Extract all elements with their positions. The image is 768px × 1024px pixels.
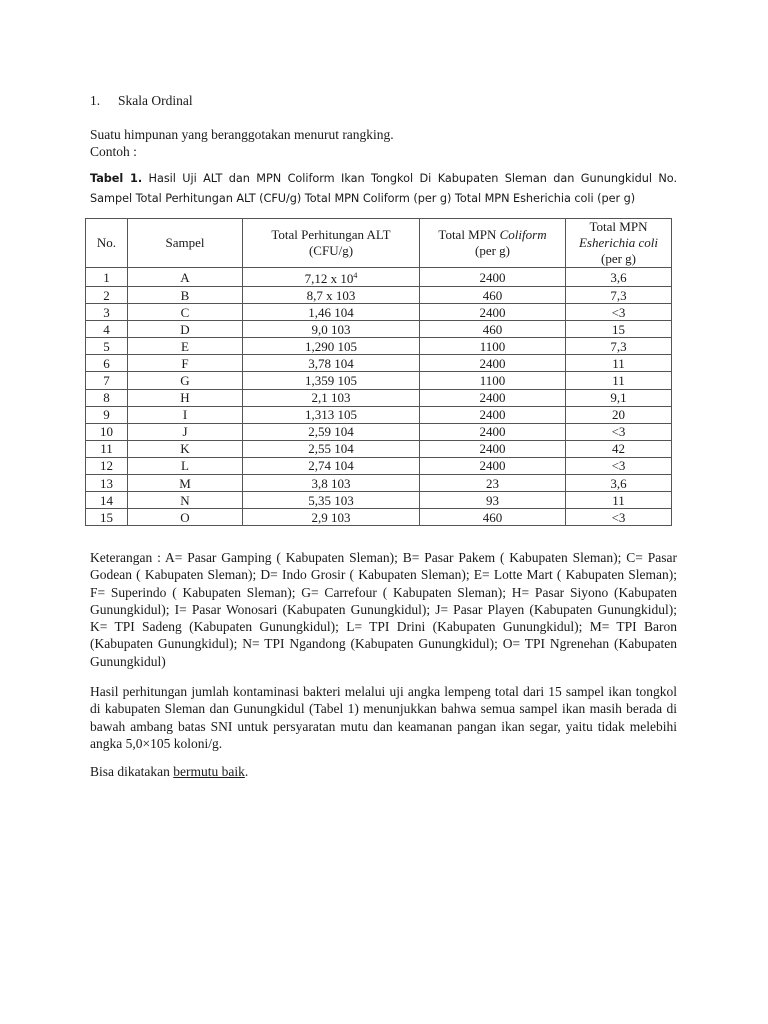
cell-ecoli: <3 <box>566 304 672 321</box>
header-coliform-italic: Coliform <box>499 227 547 242</box>
table-row <box>86 389 672 406</box>
conclusion-underlined: bermutu baik <box>173 764 245 779</box>
table-row <box>86 475 672 492</box>
cell-no: 9 <box>86 406 128 423</box>
hasil-paragraph: Hasil perhitungan jumlah kontaminasi bakteri melalui uji angka lempeng total dari 15 sampel ikan tongkol di kabupaten Sleman dan Gunungkidul (Tabel 1) menunjukkan bahwa semua sampel ikan masih berada di bawah ambang batas SNI untuk persyaratan mutu dan keamanan pangan ikan segar, yaitu tidak melebihi angka 5,0×105 koloni/g. <box>90 684 677 751</box>
cell-coliform: 23 <box>420 475 566 492</box>
conclusion-line <box>90 764 248 780</box>
cell-ecoli: 3,6 <box>566 268 672 287</box>
cell-alt: 5,35 103 <box>243 492 420 509</box>
cell-ecoli: 7,3 <box>566 338 672 355</box>
header-no: No. <box>86 219 128 268</box>
cell-ecoli: <3 <box>566 423 672 440</box>
table-row <box>86 338 672 355</box>
cell-coliform: 2400 <box>420 355 566 372</box>
header-ecoli-line3: (per g) <box>600 251 636 266</box>
cell-no: 13 <box>86 475 128 492</box>
cell-ecoli: 11 <box>566 355 672 372</box>
data-table <box>85 218 672 526</box>
cell-coliform: 460 <box>420 509 566 526</box>
cell-sampel: N <box>128 492 243 509</box>
conclusion-prefix: Bisa dikatakan <box>90 764 174 779</box>
table-row <box>86 509 672 526</box>
cell-alt: 9,0 103 <box>243 321 420 338</box>
header-ecoli <box>566 219 672 268</box>
cell-sampel: C <box>128 304 243 321</box>
header-ecoli-italic: Esherichia coli <box>578 235 659 250</box>
intro-example-label: Contoh : <box>90 144 137 159</box>
section-title: Skala Ordinal <box>118 93 193 108</box>
table-row <box>86 321 672 338</box>
cell-ecoli: 11 <box>566 492 672 509</box>
cell-coliform: 460 <box>420 287 566 304</box>
section-heading <box>90 93 193 109</box>
cell-ecoli: 20 <box>566 406 672 423</box>
cell-sampel: L <box>128 457 243 474</box>
cell-sampel: M <box>128 475 243 492</box>
keterangan-paragraph: Keterangan : A= Pasar Gamping ( Kabupaten Sleman); B= Pasar Pakem ( Kabupaten Sleman); C= Pasar Godean ( Kabupaten Sleman); D= Indo Grosir ( Kabupaten Sleman); E= Lotte Mart ( Kabupaten Sleman); F= Superindo ( Kabupaten Sleman); G= Carrefour ( Kabupaten Sleman); H= Pasar Siyono (Kabupaten Gunungkidul); I= Pasar Wonosari (Kabupaten Gunungkidul); J= Pasar Playen (Kabupaten Gunungkidul); K= TPI Sadeng (Kabupaten Gunungkidul); L= TPI Drini (Kabupaten Gunungkidul); M= TPI Baron (Kabupaten Gunungkidul); N= TPI Ngandong (Kabupaten Gunungkidul); O= TPI Ngrenehan (Kabupaten Gunungkidul) <box>90 550 677 669</box>
header-coliform-line2: (per g) <box>474 243 510 258</box>
cell-ecoli: 9,1 <box>566 389 672 406</box>
cell-ecoli: 11 <box>566 372 672 389</box>
cell-sampel: I <box>128 406 243 423</box>
cell-alt: 2,1 103 <box>243 389 420 406</box>
cell-ecoli: <3 <box>566 457 672 474</box>
cell-no: 12 <box>86 457 128 474</box>
table-row <box>86 406 672 423</box>
cell-sampel: O <box>128 509 243 526</box>
cell-alt: 1,290 105 <box>243 338 420 355</box>
header-alt-line1: Total Perhitungan ALT <box>271 227 391 242</box>
cell-coliform: 2400 <box>420 440 566 457</box>
cell-no: 15 <box>86 509 128 526</box>
cell-alt-base: 7,12 x 10 <box>304 271 354 286</box>
cell-sampel: K <box>128 440 243 457</box>
cell-alt: 2,59 104 <box>243 423 420 440</box>
cell-no: 8 <box>86 389 128 406</box>
cell-coliform: 2400 <box>420 268 566 287</box>
cell-coliform: 93 <box>420 492 566 509</box>
cell-alt: 2,55 104 <box>243 440 420 457</box>
table-caption-label: Tabel 1. <box>90 172 143 185</box>
cell-no: 5 <box>86 338 128 355</box>
header-coliform-prefix: Total MPN <box>438 227 500 242</box>
cell-sampel: H <box>128 389 243 406</box>
table-row <box>86 457 672 474</box>
cell-coliform: 2400 <box>420 304 566 321</box>
cell-no: 10 <box>86 423 128 440</box>
cell-no: 6 <box>86 355 128 372</box>
table-row <box>86 304 672 321</box>
header-alt-line2: (CFU/g) <box>308 243 354 258</box>
cell-coliform: 1100 <box>420 338 566 355</box>
cell-ecoli: <3 <box>566 509 672 526</box>
cell-alt: 2,9 103 <box>243 509 420 526</box>
cell-sampel: E <box>128 338 243 355</box>
table-row <box>86 372 672 389</box>
header-ecoli-line1: Total MPN <box>589 219 648 234</box>
cell-ecoli: 42 <box>566 440 672 457</box>
table-caption <box>90 169 677 209</box>
cell-coliform: 2400 <box>420 457 566 474</box>
intro-paragraph <box>90 126 394 160</box>
header-alt <box>243 219 420 268</box>
table-row <box>86 287 672 304</box>
cell-no: 1 <box>86 268 128 287</box>
cell-no: 2 <box>86 287 128 304</box>
table-row <box>86 440 672 457</box>
cell-sampel: B <box>128 287 243 304</box>
cell-alt: 3,8 103 <box>243 475 420 492</box>
intro-definition: Suatu himpunan yang beranggotakan menurut rangking. <box>90 127 394 142</box>
cell-alt: 1,359 105 <box>243 372 420 389</box>
cell-sampel: G <box>128 372 243 389</box>
cell-alt: 1,313 105 <box>243 406 420 423</box>
section-number: 1. <box>90 93 101 108</box>
cell-coliform: 460 <box>420 321 566 338</box>
conclusion-suffix: . <box>244 764 249 779</box>
cell-sampel: D <box>128 321 243 338</box>
table-row <box>86 423 672 440</box>
cell-ecoli: 7,3 <box>566 287 672 304</box>
table-row <box>86 355 672 372</box>
cell-alt: 1,46 104 <box>243 304 420 321</box>
table-row <box>86 492 672 509</box>
cell-alt <box>243 268 420 287</box>
cell-sampel: A <box>128 268 243 287</box>
cell-no: 3 <box>86 304 128 321</box>
cell-coliform: 2400 <box>420 389 566 406</box>
cell-ecoli: 3,6 <box>566 475 672 492</box>
cell-sampel: J <box>128 423 243 440</box>
cell-no: 11 <box>86 440 128 457</box>
table-caption-text: Hasil Uji ALT dan MPN Coliform Ikan Tongkol Di Kabupaten Sleman dan Gunungkidul No. Sampel Total Perhitungan ALT (CFU/g) Total MPN Coliform (per g) Total MPN Esherichia coli (per g) <box>90 172 677 205</box>
header-coliform <box>420 219 566 268</box>
cell-ecoli: 15 <box>566 321 672 338</box>
cell-coliform: 2400 <box>420 423 566 440</box>
cell-no: 4 <box>86 321 128 338</box>
cell-sampel: F <box>128 355 243 372</box>
table-row <box>86 268 672 287</box>
cell-no: 14 <box>86 492 128 509</box>
cell-no: 7 <box>86 372 128 389</box>
cell-alt: 3,78 104 <box>243 355 420 372</box>
cell-coliform: 1100 <box>420 372 566 389</box>
table-header-row <box>86 219 672 268</box>
cell-coliform: 2400 <box>420 406 566 423</box>
cell-alt-exponent: 4 <box>353 271 358 280</box>
cell-alt: 8,7 x 103 <box>243 287 420 304</box>
header-sampel: Sampel <box>128 219 243 268</box>
cell-alt: 2,74 104 <box>243 457 420 474</box>
